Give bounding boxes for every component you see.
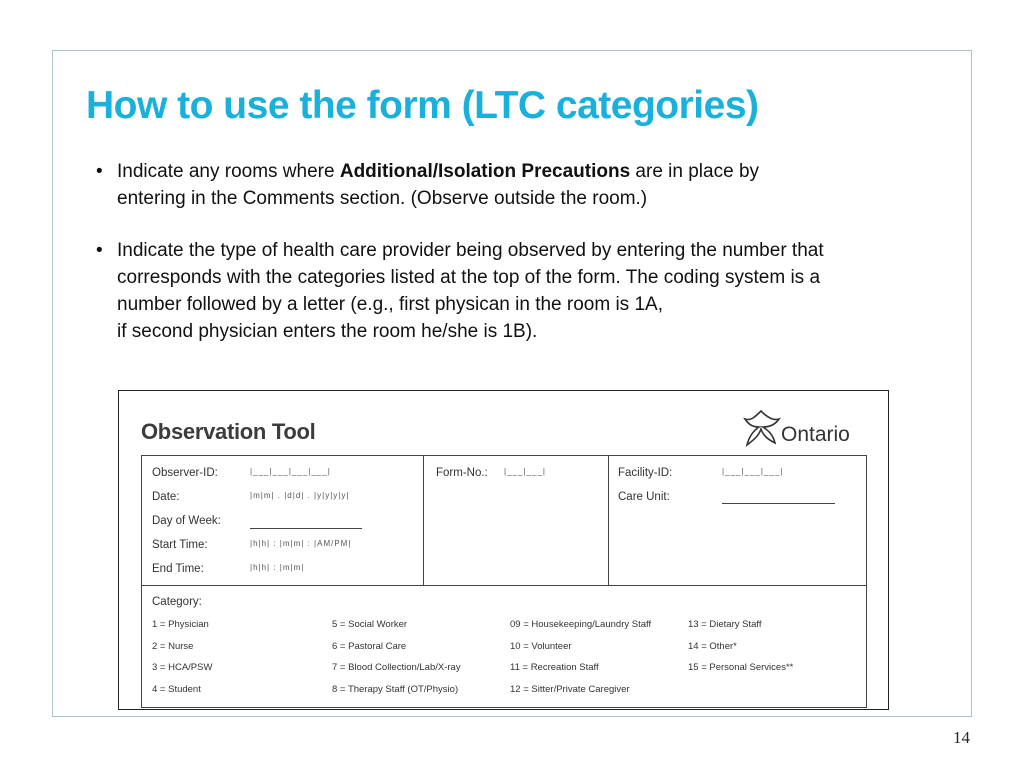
date-label: Date: <box>152 491 180 503</box>
bullet-marker: • <box>96 240 103 261</box>
day-of-week-field <box>250 528 362 529</box>
care-unit-label: Care Unit: <box>618 491 670 503</box>
category-item: 4 = Student <box>152 684 201 695</box>
form-no-label: Form-No.: <box>436 467 488 479</box>
bullet-bold-text: Additional/Isolation Precautions <box>339 161 631 182</box>
start-time-field: |h|h| : |m|m| : |AM/PM| <box>250 539 352 548</box>
facility-id-label: Facility-ID: <box>618 467 673 479</box>
category-item: 5 = Social Worker <box>332 619 408 630</box>
divider <box>142 585 866 586</box>
form-table <box>141 455 867 708</box>
trillium-icon <box>739 405 783 449</box>
category-item: 7 = Blood Collection/Lab/X-ray <box>332 662 461 673</box>
page-number: 14 <box>953 728 970 747</box>
start-time-label: Start Time: <box>152 539 208 551</box>
category-item: 8 = Therapy Staff (OT/Physio) <box>332 684 459 695</box>
divider <box>423 456 424 585</box>
category-item: 11 = Recreation Staff <box>510 662 599 673</box>
observer-id-field: |___|___|___|___| <box>250 467 331 476</box>
category-item: 6 = Pastoral Care <box>332 641 407 652</box>
category-item: 09 = Housekeeping/Laundry Staff <box>510 619 652 630</box>
bullet-line: entering in the Comments section. (Observe outside the room.) <box>117 188 648 209</box>
bullet-marker: • <box>96 161 103 182</box>
form-title: Observation Tool <box>141 419 316 444</box>
category-label: Category: <box>152 596 202 608</box>
ontario-logo <box>739 401 869 449</box>
observer-id-label: Observer-ID: <box>152 467 218 479</box>
bullet-item <box>96 237 926 345</box>
bullet-list <box>96 158 926 370</box>
bullet-text: are in place by <box>630 161 760 182</box>
divider <box>608 456 609 585</box>
category-item: 12 = Sitter/Private Caregiver <box>510 684 630 695</box>
bullet-line: corresponds with the categories listed at the top of the form. The coding system is a <box>117 267 821 288</box>
logo-text: Ontario <box>781 423 850 446</box>
end-time-field: |h|h| : |m|m| <box>250 563 305 572</box>
category-item: 3 = HCA/PSW <box>152 662 213 673</box>
bullet-item <box>96 158 926 212</box>
date-field: |m|m| . |d|d| . |y|y|y|y| <box>250 491 350 500</box>
bullet-line: if second physician enters the room he/she is 1B). <box>117 321 538 342</box>
category-item: 15 = Personal Services** <box>688 662 794 673</box>
bullet-line: number followed by a letter (e.g., first physican in the room is 1A, <box>117 294 663 315</box>
facility-id-field: |___|___|___| <box>722 467 784 476</box>
end-time-label: End Time: <box>152 563 204 575</box>
bullet-text: Indicate any rooms where <box>117 161 340 182</box>
category-item: 1 = Physician <box>152 619 209 630</box>
category-item: 2 = Nurse <box>152 641 194 652</box>
bullet-line: Indicate the type of health care provider being observed by entering the number that <box>117 240 824 261</box>
bullet-line <box>117 158 926 185</box>
category-item: 14 = Other* <box>688 641 737 652</box>
care-unit-field <box>722 503 835 504</box>
form-no-field: |___|___| <box>504 467 546 476</box>
category-item: 13 = Dietary Staff <box>688 619 762 630</box>
day-of-week-label: Day of Week: <box>152 515 221 527</box>
slide-title: How to use the form (LTC categories) <box>86 84 759 127</box>
observation-tool-form-image <box>118 390 889 710</box>
category-item: 10 = Volunteer <box>510 641 572 652</box>
